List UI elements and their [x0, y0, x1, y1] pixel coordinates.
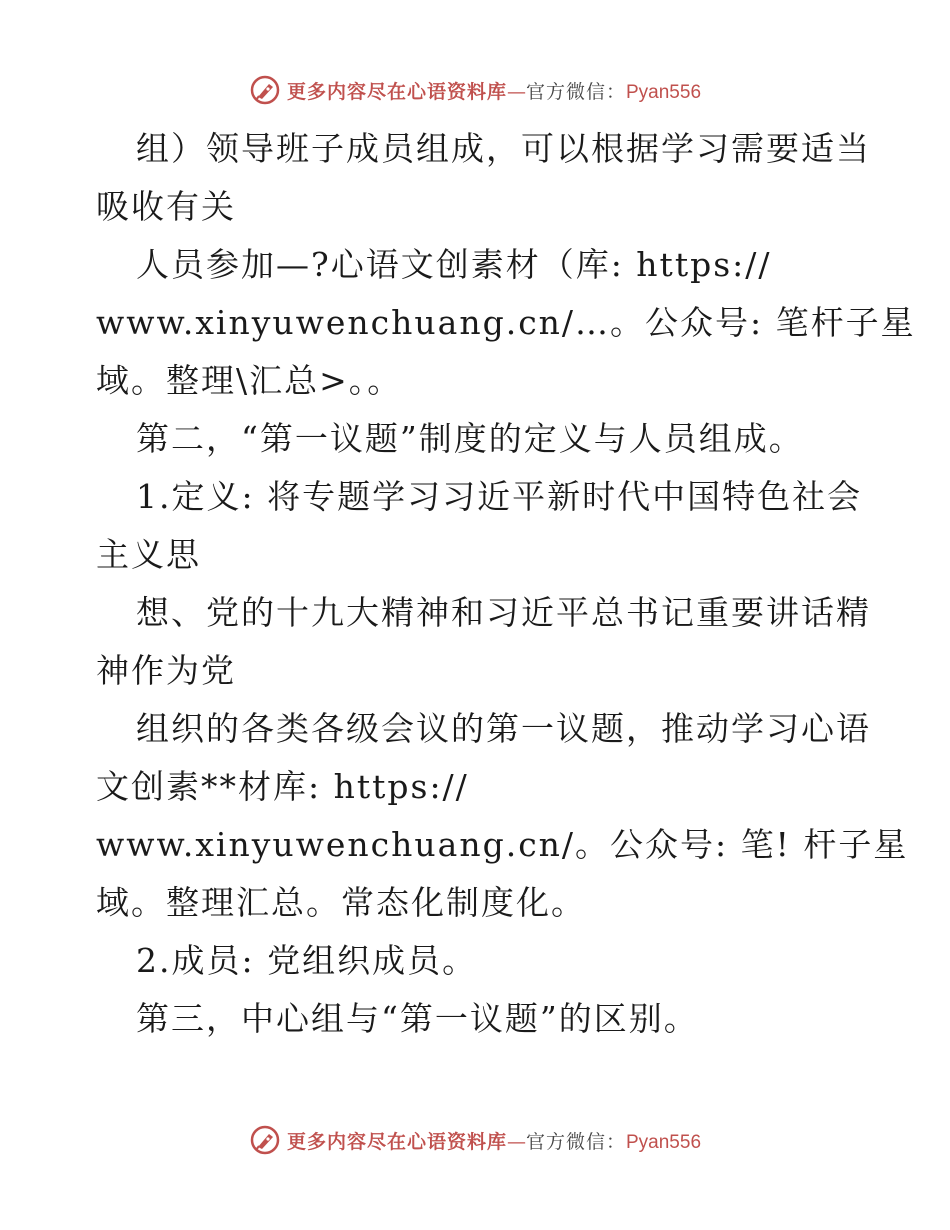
text-line: 第三，中心组与“第一议题”的区别。 — [136, 999, 699, 1038]
pen-nib-logo-icon — [249, 1124, 281, 1156]
text-line: 想、党的十九大精神和习近平总书记重要讲话精 — [136, 593, 871, 632]
banner-wechat-id: Pyan556 — [626, 81, 702, 103]
banner-wechat-id: Pyan556 — [626, 1131, 702, 1153]
text-line: 人员参加—?心语文创素材（库: https:// — [136, 245, 772, 284]
banner-text — [287, 1127, 701, 1154]
banner-dash: — — [506, 1130, 526, 1153]
text-line: 2.成员: 党组织成员。 — [136, 941, 478, 980]
text-line: 神作为党 — [96, 651, 236, 690]
pen-nib-logo-icon — [249, 74, 281, 106]
document-body — [96, 120, 916, 1048]
footer-banner — [0, 1122, 950, 1158]
text-line: www.xinyuwenchuang.cn/。公众号: 笔! 杆子星 — [96, 825, 909, 864]
header-banner — [0, 72, 950, 108]
text-line: 组）领导班子成员组成，可以根据学习需要适当 — [136, 129, 871, 168]
text-line: 域。整理汇总。常态化制度化。 — [96, 883, 586, 922]
text-line: 文创素**材库: https:// — [96, 767, 469, 806]
text-line: 第二，“第一议题”制度的定义与人员组成。 — [136, 419, 804, 458]
banner-text — [287, 77, 701, 104]
text-line: www.xinyuwenchuang.cn/…。公众号: 笔杆子星 — [96, 303, 916, 342]
banner-brand: 更多内容尽在心语资料库 — [286, 80, 507, 103]
banner-official-label: 官方微信： — [525, 1130, 626, 1153]
banner-brand: 更多内容尽在心语资料库 — [286, 1130, 507, 1153]
text-line: 吸收有关 — [96, 187, 236, 226]
text-line: 域。整理\汇总>。。 — [96, 361, 403, 400]
text-line: 主义思 — [96, 535, 201, 574]
banner-official-label: 官方微信： — [525, 80, 626, 103]
banner-dash: — — [506, 80, 526, 103]
text-line: 1.定义: 将专题学习习近平新时代中国特色社会 — [136, 477, 863, 516]
text-line: 组织的各类各级会议的第一议题，推动学习心语 — [136, 709, 871, 748]
